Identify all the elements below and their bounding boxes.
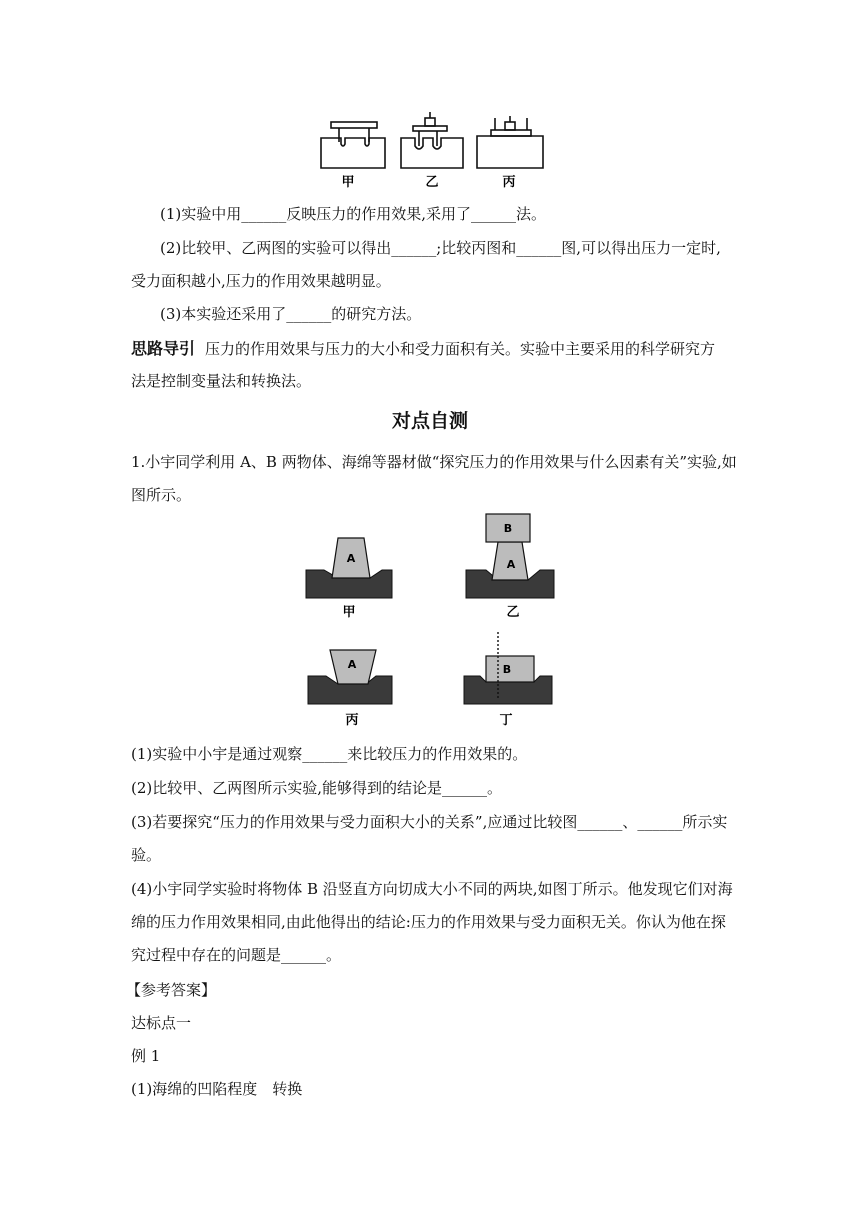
caption-yi-top: 乙 bbox=[425, 175, 439, 190]
answers-example: 例 1 bbox=[131, 1047, 161, 1065]
block-b-ding: B bbox=[502, 663, 512, 676]
answers-section: 达标点一 bbox=[131, 1014, 192, 1032]
section-title: 对点自测 bbox=[391, 410, 468, 432]
guide-text-line1: 压力的作用效果与压力的大小和受力面积有关。实验中主要采用的科学研究方 bbox=[205, 340, 716, 358]
block-a-bing: A bbox=[347, 658, 357, 671]
top-experiment-figure bbox=[315, 106, 555, 192]
guide-line2: 法是控制变量法和转换法。 bbox=[131, 372, 312, 390]
exercise-question-1: (1)实验中小宇是通过观察______来比较压力的作用效果的。 bbox=[131, 745, 528, 763]
exercise-figure bbox=[300, 508, 562, 732]
exercise-question-3-line1: (3)若要探究“压力的作用效果与受力面积大小的关系”,应通过比较图______、______所示实 bbox=[131, 813, 728, 831]
caption-jia: 甲 bbox=[342, 605, 356, 620]
caption-ding: 丁 bbox=[499, 713, 513, 728]
example-question-2-line1: (2)比较甲、乙两图的实验可以得出______;比较丙图和______图,可以得出压力一定时, bbox=[160, 239, 721, 257]
figure-bing bbox=[308, 650, 392, 728]
answers-header: 【参考答案】 bbox=[126, 981, 217, 999]
example-question-1: (1)实验中用______反映压力的作用效果,采用了______法。 bbox=[160, 205, 547, 223]
caption-bing: 丙 bbox=[345, 713, 359, 728]
caption-yi: 乙 bbox=[506, 605, 520, 620]
exercise-question-3-line2: 验。 bbox=[131, 846, 162, 864]
caption-bing-top: 丙 bbox=[502, 175, 516, 190]
block-a-jia: A bbox=[346, 552, 356, 565]
example-question-3: (3)本实验还采用了______的研究方法。 bbox=[160, 305, 422, 323]
figure-ding bbox=[464, 632, 552, 728]
exercise-question-4-line2: 绵的压力作用效果相同,由此他得出的结论:压力的作用效果与受力面积无关。你认为他在探 bbox=[131, 913, 726, 931]
guide-label: 思路导引 bbox=[131, 339, 196, 358]
block-a-yi: A bbox=[506, 558, 516, 571]
exercise-question-4-line1: (4)小宇同学实验时将物体 B 沿竖直方向切成大小不同的两块,如图丁所示。他发现它们对海 bbox=[131, 880, 733, 898]
caption-jia-top: 甲 bbox=[341, 175, 355, 190]
figure-jia bbox=[306, 538, 392, 620]
answers-item-1: (1)海绵的凹陷程度 转换 bbox=[131, 1080, 303, 1098]
block-b-yi: B bbox=[503, 522, 513, 535]
guide-line1 bbox=[131, 339, 731, 359]
exercise-intro-line1: 1.小宇同学利用 A、B 两物体、海绵等器材做“探究压力的作用效果与什么因素有关”实验,如 bbox=[131, 453, 737, 471]
figure-yi bbox=[466, 514, 554, 620]
exercise-question-4-line3: 究过程中存在的问题是______。 bbox=[131, 946, 342, 964]
example-question-2-line2: 受力面积越小,压力的作用效果越明显。 bbox=[131, 272, 391, 290]
exercise-intro-line2: 图所示。 bbox=[131, 486, 192, 504]
exercise-question-2: (2)比较甲、乙两图所示实验,能够得到的结论是______。 bbox=[131, 779, 503, 797]
